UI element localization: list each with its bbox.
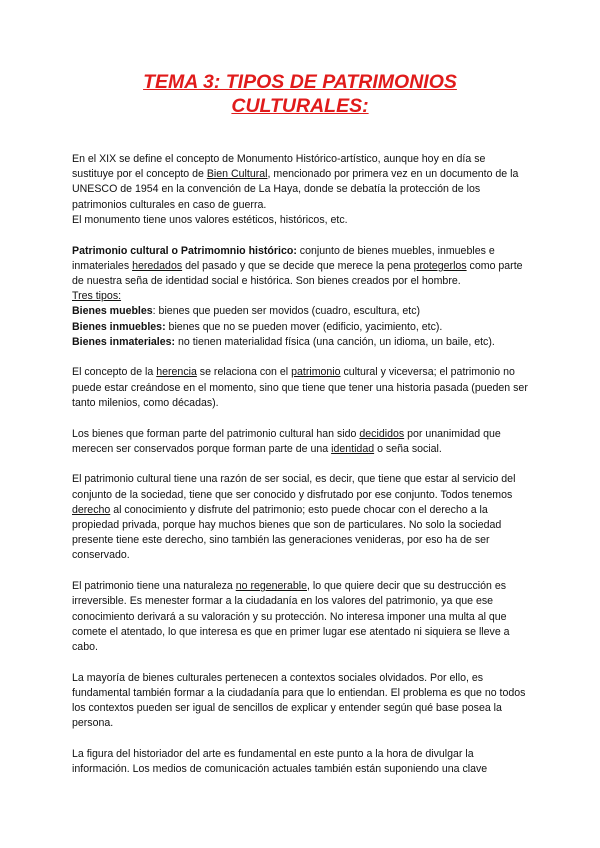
text-run: El patrimonio tiene una naturaleza	[72, 580, 236, 593]
paragraph-razon-social	[72, 472, 528, 563]
text-run: se relaciona con el	[196, 366, 292, 379]
paragraph-no-regenerable	[72, 579, 528, 655]
text-run: cultural y viceversa; el patrimonio no puede estar creándose en el momento, sino que tiene que tener una historia pasada (pueden ser tanto milenios, como décadas).	[72, 366, 528, 409]
underlined-term-identidad: identidad	[331, 442, 375, 455]
text-run: bienes que no se pueden mover (edificio, yacimiento, etc).	[165, 320, 443, 333]
paragraph-herencia	[72, 365, 528, 411]
text-run: como parte de nuestra seña de identidad social e histórica. Son bienes creados por el hombre.	[72, 259, 523, 287]
title-line-1: TEMA 3: TIPOS DE PATRIMONIOS	[143, 71, 457, 93]
text-run: Los bienes que forman parte del patrimonio cultural han sido	[72, 427, 360, 440]
tipo-muebles	[72, 304, 528, 319]
underlined-term-heredados: heredados	[132, 259, 183, 272]
text-run: por unanimidad que merecen ser conservados porque forman parte de una	[72, 427, 501, 455]
text-run: En el XIX se define el concepto de Monumento Histórico-artístico, aunque hoy en día se sustituye por el concepto de	[72, 153, 486, 181]
underlined-term-no-regenerable: no regenerable	[235, 580, 307, 593]
text-run: , mencionado por primera vez en un documento de la UNESCO de 1954 en la convención de La Haya, donde se debatía la protección de los patrimonios culturales en caso de guerra.	[72, 168, 519, 211]
text-run: al conocimiento y disfrute del patrimonio; esto puede chocar con el derecho a la propiedad privada, porque hay muchos bienes que son de particulares. No solo la sociedad presente tiene este derecho, sino también las generaciones venideras, por eso ha de ser conservado.	[72, 503, 502, 562]
paragraph-monumento	[72, 152, 528, 213]
title-line-2: CULTURALES:	[231, 95, 369, 117]
term-bienes-inmuebles: Bienes inmuebles:	[72, 320, 166, 333]
paragraph-historiador-arte: La figura del historiador del arte es fundamental en este punto a la hora de divulgar la información. Los medios de comunicación actuales también están suponiendo una clave	[72, 748, 488, 776]
paragraph-decididos	[72, 427, 528, 457]
underlined-term-herencia: herencia	[156, 366, 197, 379]
underlined-term-bien-cultural: Bien Cultural	[206, 168, 268, 181]
text-run: conjunto de bienes muebles, inmuebles e inmateriales	[72, 244, 495, 272]
page-title	[72, 70, 528, 118]
underlined-term-derecho: derecho	[72, 503, 111, 516]
text-run: del pasado y que se decide que merece la pena	[182, 259, 414, 272]
paragraph-patrimonio-definicion	[72, 244, 528, 350]
underlined-term-decididos: decididos	[359, 427, 405, 440]
text-run: El patrimonio cultural tiene una razón de ser social, es decir, que tiene que estar al servicio del conjunto de la sociedad, tiene que ser conocido y disfrutado por ese conjunto. Todos tenemos	[72, 473, 516, 501]
tres-tipos-heading: Tres tipos:	[72, 290, 122, 303]
term-bienes-inmateriales: Bienes inmateriales:	[72, 335, 176, 348]
underlined-term-protegerlos: protegerlos	[413, 259, 467, 272]
underlined-term-patrimonio: patrimonio	[291, 366, 341, 379]
term-bienes-muebles: Bienes muebles	[72, 305, 153, 318]
text-run: , lo que quiere decir que su destrucción es irreversible. Es menester formar a la ciudadanía en los valores del patrimonio, ya que ese conocimiento derivará a su valoración y su protección. No interesa imponer una multa al que comete el atentado, lo que interesa es que en primer lugar ese atentado ni siquiera se lleve a cabo.	[72, 580, 510, 653]
text-run: no tienen materialidad física (una canción, un idioma, un baile, etc).	[175, 335, 495, 348]
term-patrimonio-cultural: Patrimonio cultural o Patrimomnio histórico:	[72, 244, 297, 257]
text-run: : bienes que pueden ser movidos (cuadro, escultura, etc)	[152, 305, 421, 318]
text-run: o seña social.	[374, 442, 442, 455]
tipo-inmuebles	[72, 320, 528, 335]
text-run: El concepto de la	[72, 366, 157, 379]
paragraph-contextos-olvidados: La mayoría de bienes culturales pertenecen a contextos sociales olvidados. Por ello, es fundamental también formar a la ciudadanía para que lo entiendan. El problema es que no todos los contextos pueden ser igual de sencillos de explicar y entender según qué base posea la persona.	[72, 671, 526, 730]
paragraph-monumento-valores: El monumento tiene unos valores estéticos, históricos, etc.	[72, 213, 348, 226]
tipo-inmateriales	[72, 335, 528, 350]
